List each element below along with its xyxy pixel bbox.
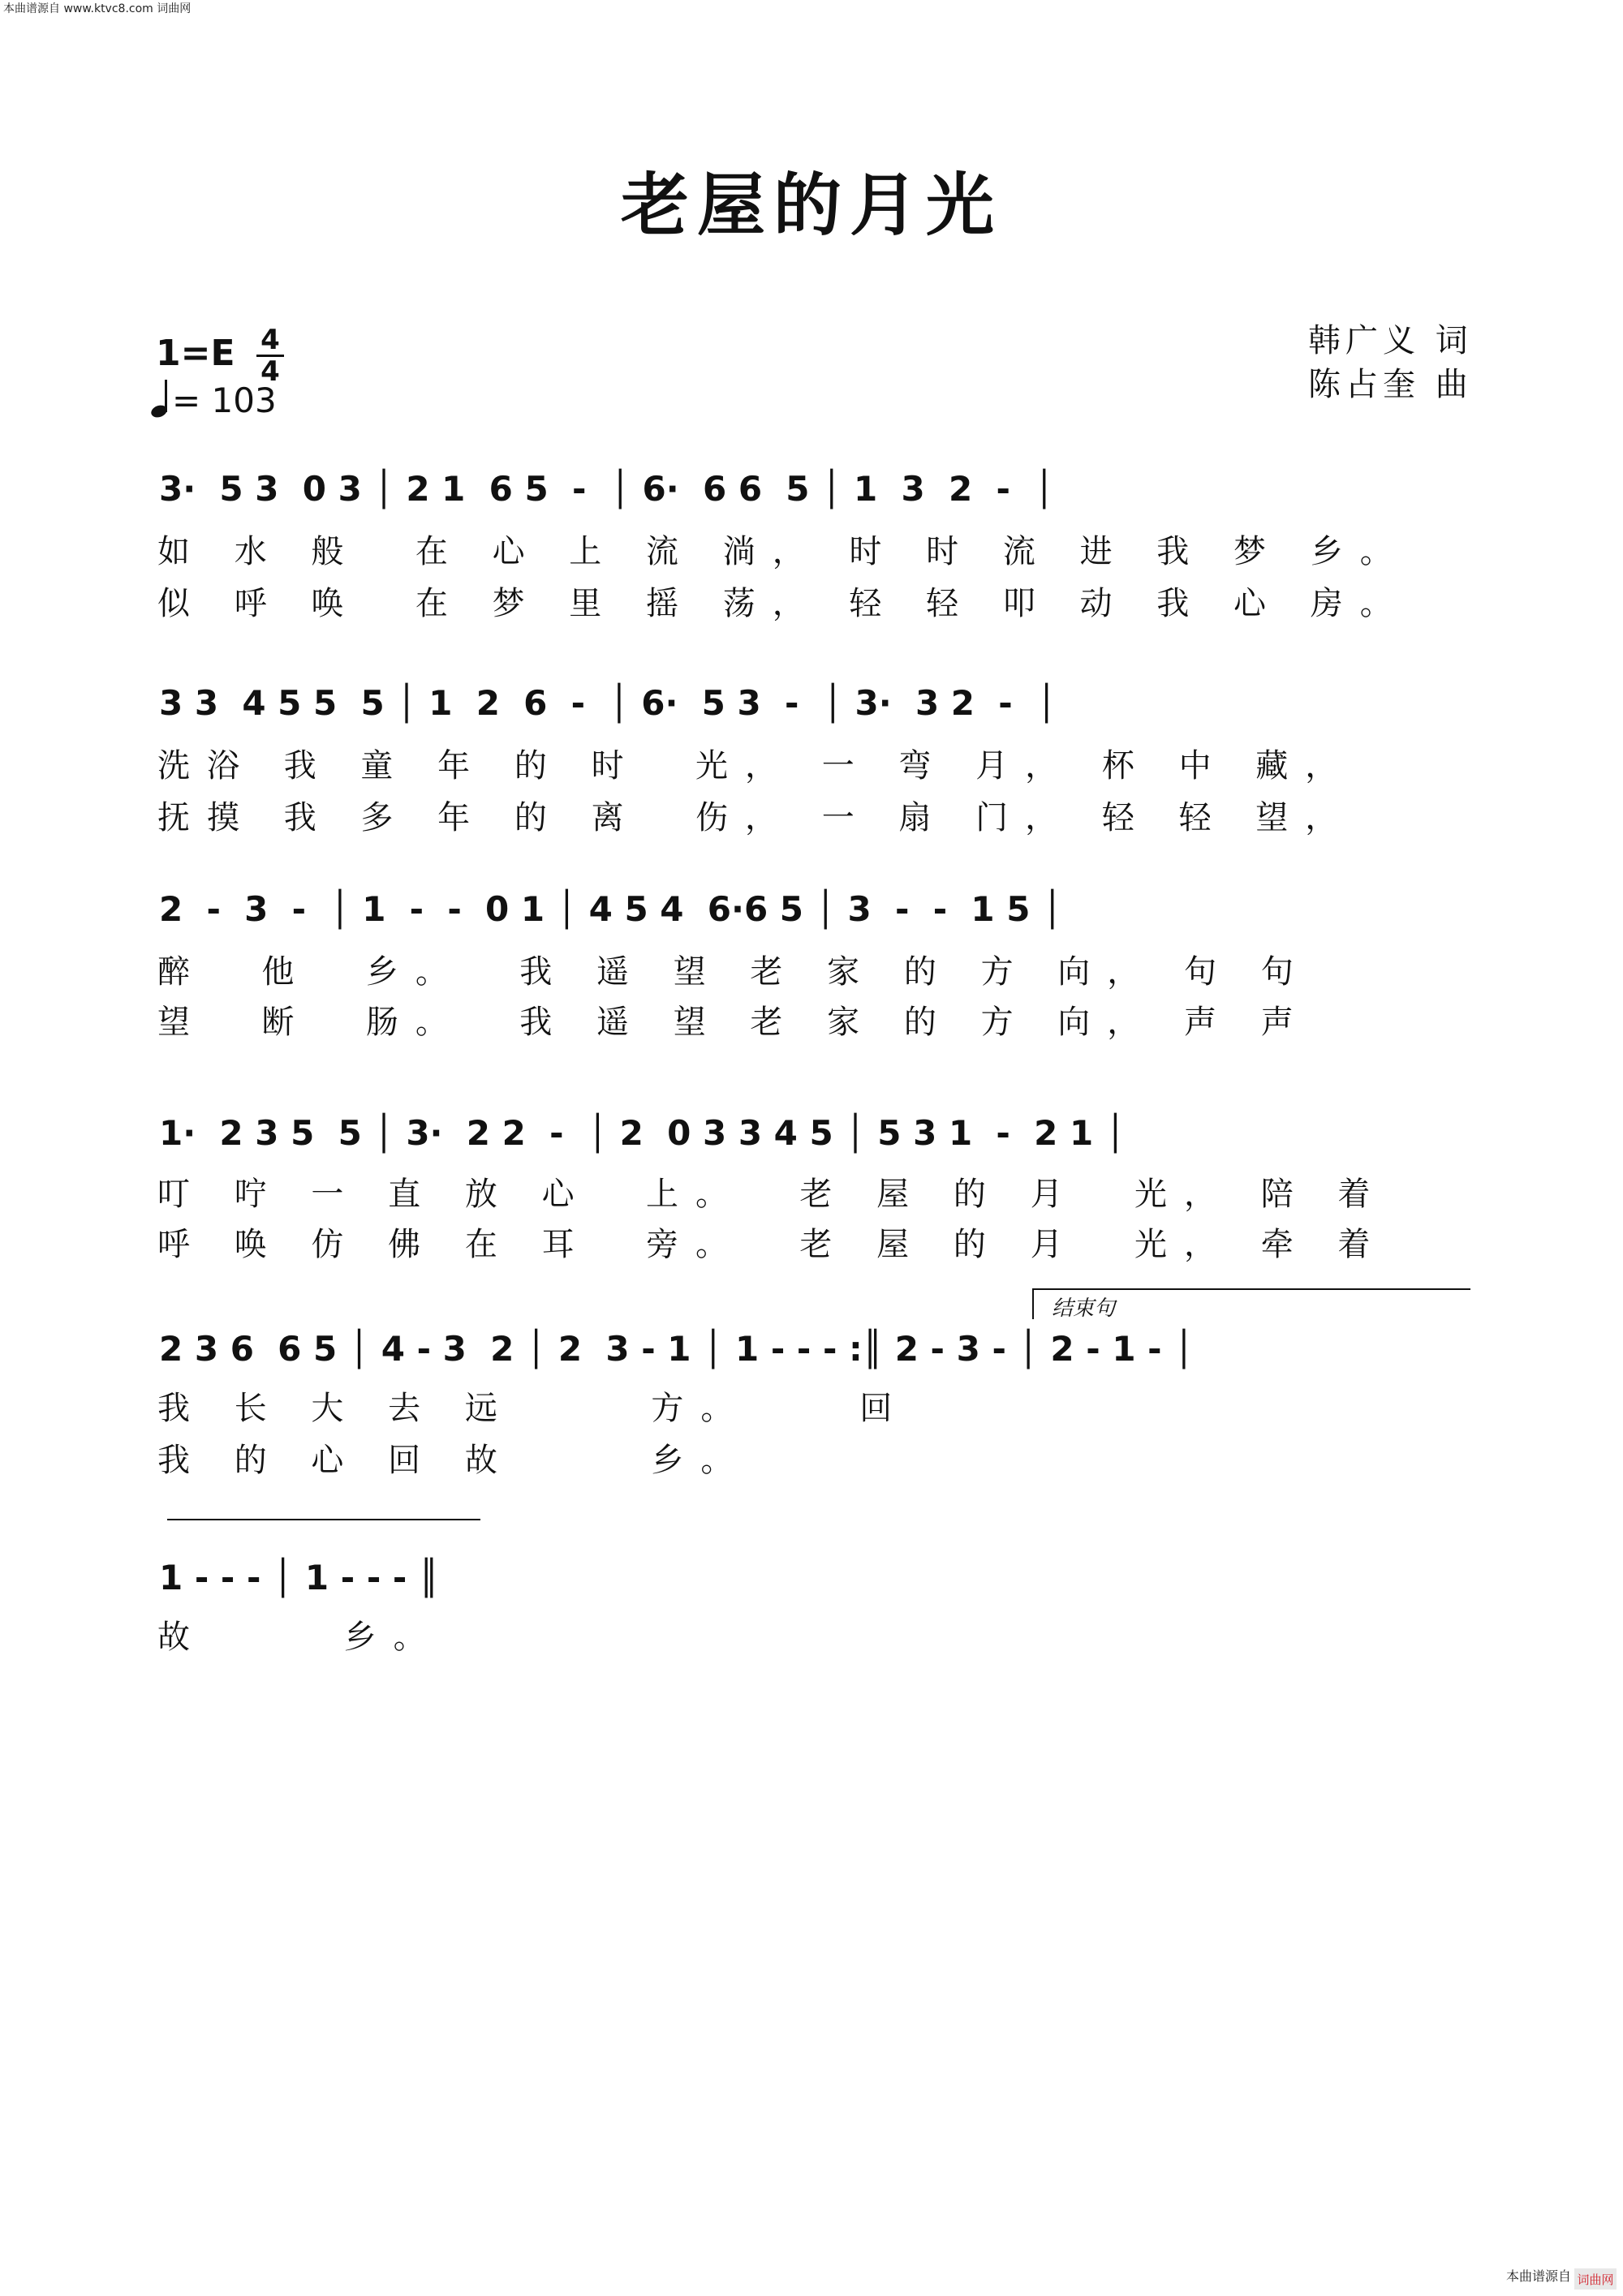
lyrics-line-3-verse-1: 醉 他 乡。 我 遥 望 老 家 的 方 向， 句 句	[157, 953, 1311, 991]
lyrics-line-2-verse-2: 抚摸 我 多 年 的 离 伤， 一 扇 门， 轻 轻 望，	[157, 799, 1355, 836]
notation-line-3: 2 - 3 - │ 1 - - 0 1 │ 4 5 4 6·6 5 │ 3 - - 1 5 │	[159, 889, 1063, 929]
composer-credit: 陈占奎 曲	[1308, 366, 1473, 403]
watermark-top: 本曲谱源自 www.ktvc8.com 词曲网	[3, 2, 192, 15]
key-signature: 1=E	[156, 333, 235, 374]
song-title: 老屋的月光	[620, 165, 1002, 245]
notation-line-2: 3 3 4 5 5 5 │ 1 2 6 - │ 6· 5 3 - │ 3· 3 2 - │	[159, 683, 1057, 723]
lyrics-line-1-verse-1: 如 水 般 在 心 上 流 淌， 时 时 流 进 我 梦 乡。	[157, 533, 1410, 570]
lyricist-credit: 韩广义 词	[1308, 322, 1473, 359]
notation-line-6: 1 - - - │ 1 - - - ║	[159, 1558, 440, 1597]
lyrics-line-1-verse-2: 似 呼 唤 在 梦 里 摇 荡， 轻 轻 叩 动 我 心 房。	[157, 585, 1410, 622]
notation-line-4: 1· 2 3 5 5 │ 3· 2 2 - │ 2 0 3 3 4 5 │ 5 3 1 - 2 1 │	[159, 1113, 1126, 1153]
tempo-marking	[151, 380, 277, 420]
notation-line-1: 3· 5 3 0 3 │ 2 1 6 5 - │ 6· 6 6 5 │ 1 3 2 - │	[159, 469, 1055, 509]
ending-label: 结束句	[1052, 1296, 1116, 1321]
time-signature-bottom: 4	[260, 355, 280, 388]
watermark-bottom: 本曲谱源自	[1505, 2268, 1571, 2284]
quarter-note-icon	[151, 380, 172, 419]
lyrics-line-5-verse-2: 我 的 心 回 故 乡。	[157, 1442, 751, 1479]
lyrics-line-2-verse-1: 洗浴 我 童 年 的 时 光， 一 弯 月， 杯 中 藏，	[157, 747, 1355, 785]
lyrics-line-6-verse-1: 故 乡。	[157, 1619, 443, 1656]
tempo-value: = 103	[172, 381, 277, 420]
lyrics-line-4-verse-2: 呼 唤 仿 佛 在 耳 旁。 老 屋 的 月 光， 牵 着	[157, 1226, 1388, 1263]
time-signature	[256, 324, 284, 388]
notation-line-5: 2 3 6 6 5 │ 4 - 3 2 │ 2 3 - 1 │ 1 - - - :║ 2 - 3 - │ 2 - 1 - │	[159, 1329, 1195, 1369]
site-logo: 词曲网	[1574, 2268, 1617, 2290]
lyrics-line-4-verse-1: 叮 咛 一 直 放 心 上。 老 屋 的 月 光， 陪 着	[157, 1176, 1388, 1213]
time-signature-top: 4	[260, 324, 280, 356]
lyrics-line-5-verse-1: 我 长 大 去 远 方。 回	[157, 1390, 910, 1427]
lyrics-line-3-verse-2: 望 断 肠。 我 遥 望 老 家 的 方 向， 声 声	[157, 1004, 1311, 1041]
closing-bracket	[167, 1519, 480, 1520]
